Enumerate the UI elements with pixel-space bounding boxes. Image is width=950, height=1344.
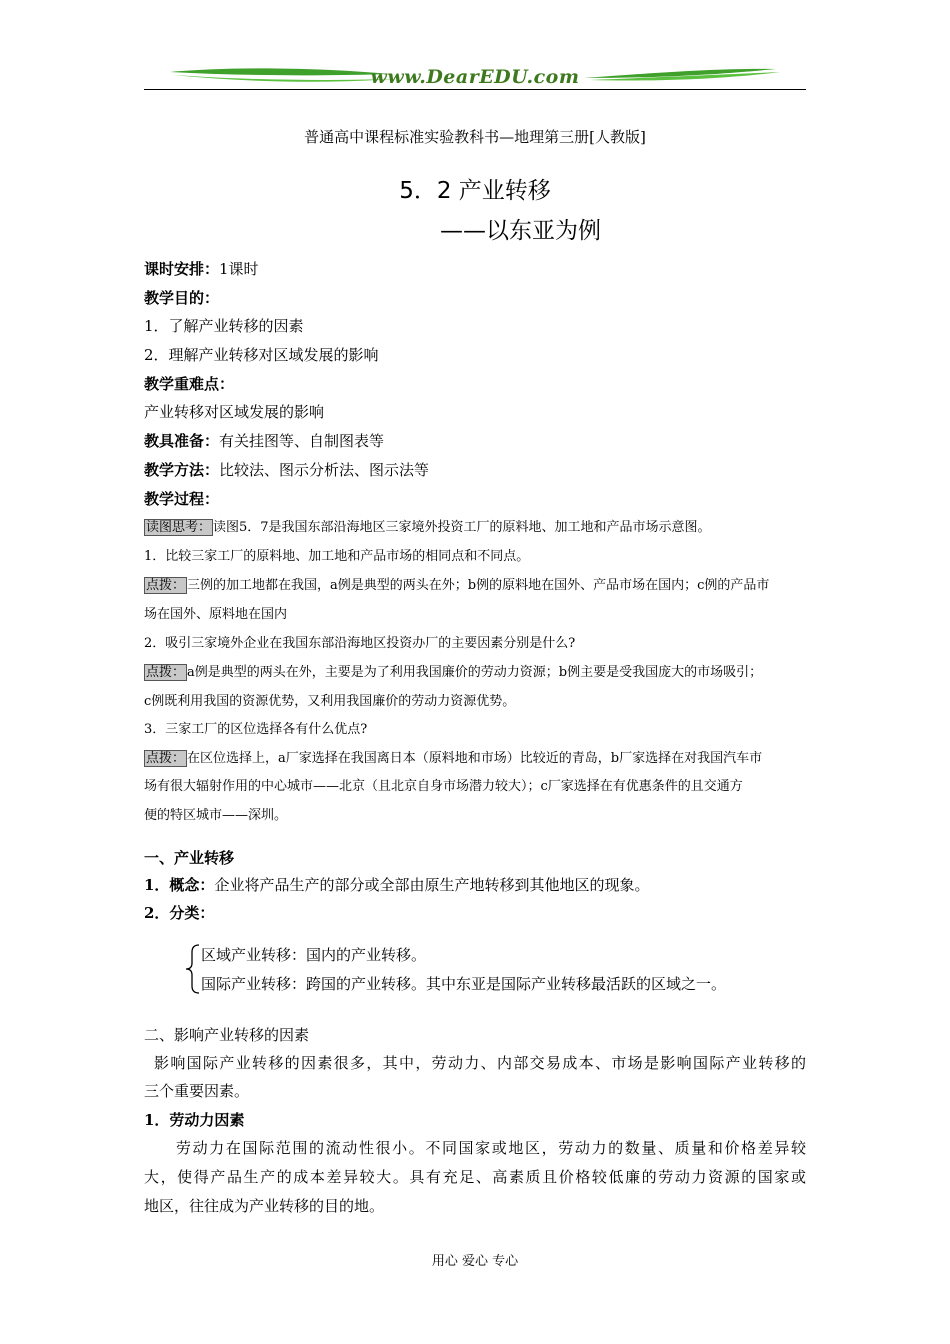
concept-text: 企业将产品生产的部分或全部由原生产地转移到其他地区的现象。	[214, 876, 650, 894]
goal-item-2: 2．理解产业转移对区域发展的影响	[144, 346, 379, 364]
question-1: 1．比较三家工厂的原料地、加工地和产品市场的相同点和不同点。	[144, 549, 530, 564]
key-points-text: 产业转移对区域发展的影响	[144, 403, 325, 421]
class-item-international: 国际产业转移：跨国的产业转移。其中东亚是国际产业转移最活跃的区域之一。	[201, 975, 727, 993]
part2-intro-line-1: 影响国际产业转移的因素很多，其中，劳动力、内部交易成本、市场是影响国际产业转移的	[154, 1054, 806, 1072]
textbook-subtitle: 普通高中课程标准实验教科书—地理第三册[人教版]	[304, 128, 646, 146]
method-label: 教学方法：	[144, 461, 220, 479]
labor-heading: 1．劳动力因素	[144, 1111, 245, 1129]
hint-tag: 点拨：	[146, 751, 186, 766]
answer-1-line-1	[144, 576, 806, 596]
brace-icon	[183, 944, 201, 994]
answer-1-text: 三例的加工地都在我国，a例是典型的两头在外；b例的原料地在国外、产品市场在国内；c例的产品市	[187, 578, 770, 593]
read-prompt-line	[144, 518, 806, 538]
tools-label: 教具准备：	[144, 432, 220, 450]
labor-line-3: 地区，往往成为产业转移的目的地。	[144, 1197, 385, 1215]
part2-heading: 二、影响产业转移的因素	[144, 1026, 310, 1044]
site-header-banner	[144, 62, 806, 92]
part1-heading: 一、产业转移	[144, 849, 235, 867]
answer-2-line-1	[144, 663, 806, 683]
hint-tag: 点拨：	[146, 665, 186, 680]
read-prompt-text: 读图5．7是我国东部沿海地区三家境外投资工厂的原料地、加工地和产品市场示意图。	[213, 520, 711, 535]
tools-line	[144, 431, 806, 451]
goal-item-1: 1．了解产业转移的因素	[144, 317, 304, 335]
class-item-regional: 区域产业转移：国内的产业转移。	[201, 946, 427, 964]
concept-label: 1．概念：	[144, 876, 215, 894]
method-line	[144, 460, 806, 480]
key-points-heading: 教学重难点：	[144, 375, 235, 393]
labor-line-1: 劳动力在国际范围的流动性很小。不同国家或地区，劳动力的数量、质量和价格差异较	[176, 1139, 806, 1157]
method-value: 比较法、图示分析法、图示法等	[219, 461, 430, 479]
header-rule	[144, 89, 806, 90]
answer-3-text: 在区位选择上，a厂家选择在我国离日本（原料地和市场）比较近的青岛，b厂家选择在对我国汽车市	[187, 751, 763, 766]
read-think-tag: 读图思考：	[146, 520, 212, 535]
classification-label: 2．分类：	[144, 904, 215, 922]
lesson-subtitle: ——以东亚为例	[440, 218, 601, 244]
answer-2-line-2: c例既利用我国的资源优势，又利用我国廉价的劳动力资源优势。	[144, 694, 516, 709]
answer-3-line-2: 场有很大辐射作用的中心城市——北京（且北京自身市场潜力较大）；c厂家选择在有优惠条件的且交通方	[144, 779, 743, 794]
answer-2-text: a例是典型的两头在外，主要是为了利用我国廉价的劳动力资源；b例主要是受我国庞大的市场吸引；	[187, 665, 763, 680]
answer-1-line-2: 场在国外、原料地在国内	[144, 607, 288, 622]
site-logo-text[interactable]: www.DearEDU.com	[370, 66, 580, 88]
concept-line	[144, 875, 806, 895]
schedule-line	[144, 259, 806, 279]
schedule-value: 1课时	[219, 260, 259, 278]
hint-tag: 点拨：	[146, 578, 186, 593]
labor-line-2: 大，使得产品生产的成本差异较大。具有充足、高素质且价格较低廉的劳动力资源的国家或	[144, 1168, 806, 1186]
question-2: 2．吸引三家境外企业在我国东部沿海地区投资办厂的主要因素分别是什么?	[144, 636, 576, 651]
process-heading: 教学过程：	[144, 490, 220, 508]
schedule-label: 课时安排：	[144, 260, 220, 278]
goals-heading: 教学目的：	[144, 289, 220, 307]
answer-3-line-3: 便的特区城市——深圳。	[144, 808, 288, 823]
question-3: 3．三家工厂的区位选择各有什么优点?	[144, 722, 368, 737]
page-footer: 用心 爱心 专心	[431, 1254, 519, 1269]
part2-intro-line-2: 三个重要因素。	[144, 1082, 250, 1100]
answer-3-line-1	[144, 749, 806, 769]
lesson-title: 5．2 产业转移	[399, 178, 551, 204]
tools-value: 有关挂图等、自制图表等	[219, 432, 385, 450]
